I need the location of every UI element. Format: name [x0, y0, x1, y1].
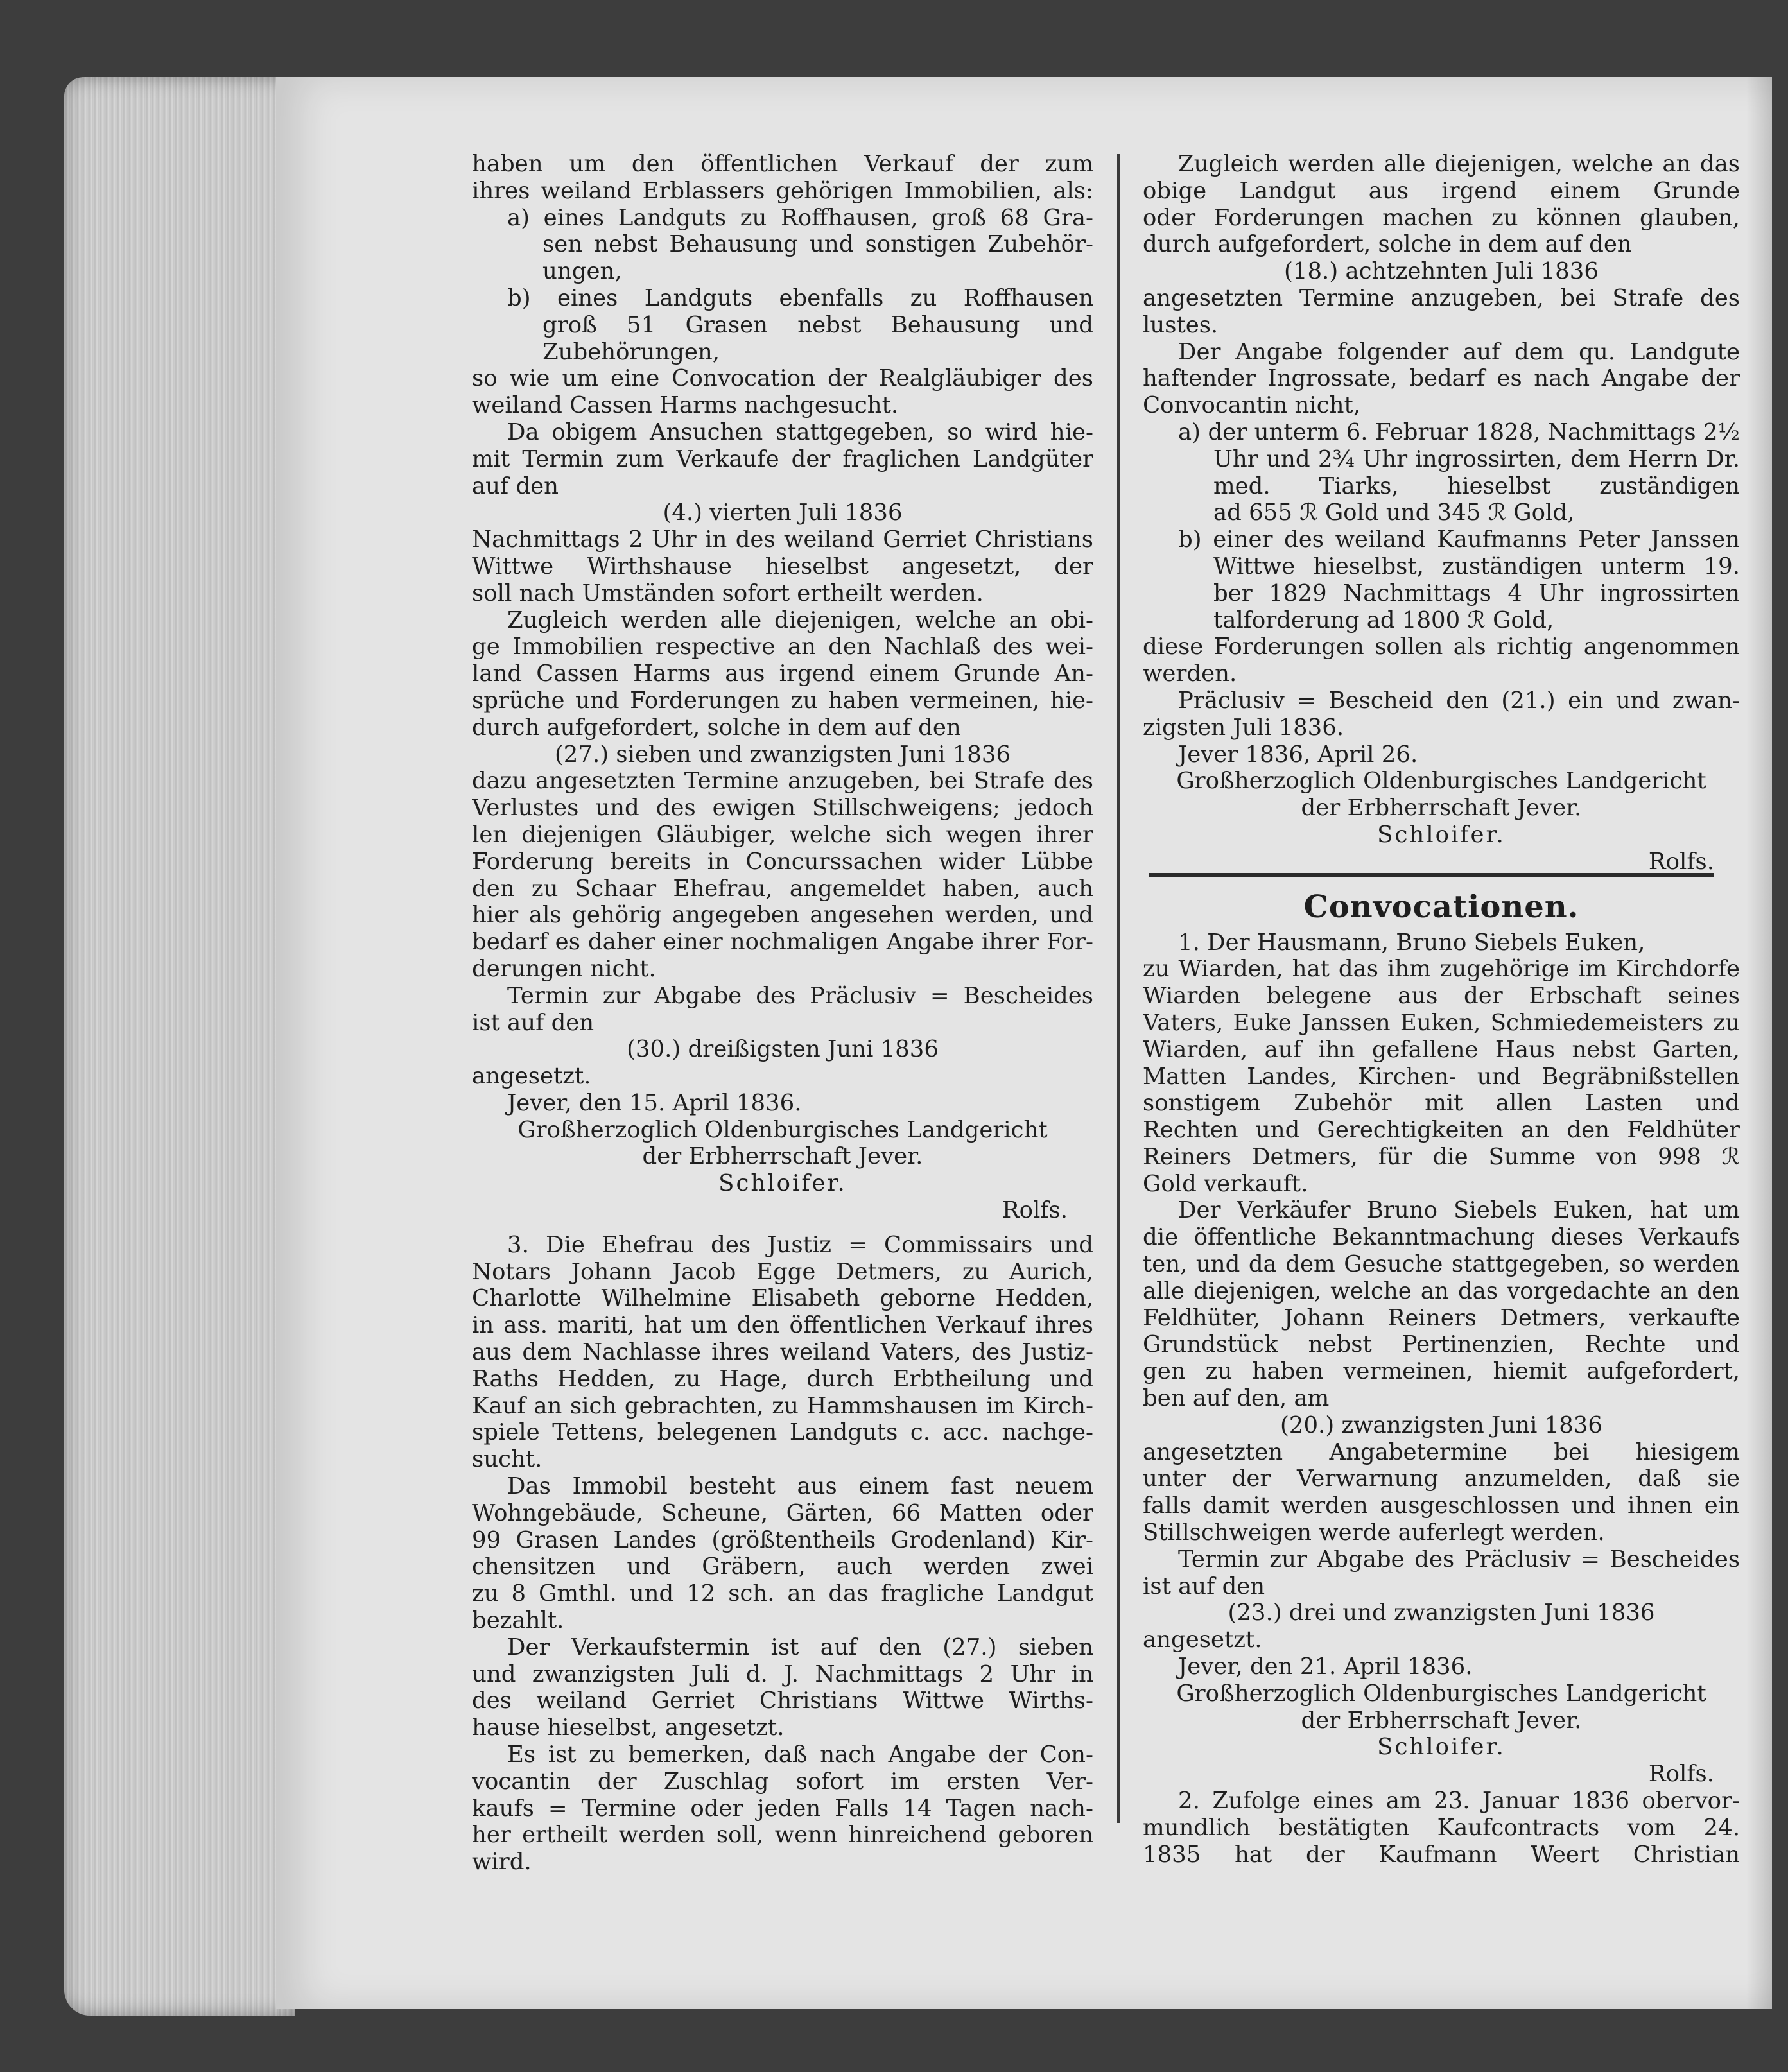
left-column-line: hier als gehörig angegeben angesehen werden, und	[472, 902, 1093, 929]
left-column-line: mit Termin zum Verkaufe der fraglichen Landgüter	[472, 445, 1093, 472]
right-column-line: mundlich bestätigten Kaufcontracts vom 24.	[1143, 1814, 1740, 1841]
right-column-line: Matten Landes, Kirchen- und Begräbnißstellen	[1143, 1063, 1740, 1090]
right-column-line: 1. Der Hausmann, Bruno Siebels Euken,	[1178, 929, 1645, 956]
right-column-line: gen zu haben vermeinen, hiemit aufgefordert,	[1143, 1358, 1740, 1385]
left-column-line: Da obigem Ansuchen stattgegeben, so wird hie-	[507, 419, 1093, 445]
right-column-line: Der Verkäufer Bruno Siebels Euken, hat um	[1178, 1197, 1740, 1224]
right-column-line: Der Angabe folgender auf dem qu. Landgute	[1178, 338, 1740, 365]
left-column-line: b) eines Landguts ebenfalls zu Roffhausen	[507, 284, 1093, 311]
right-column-line: ist auf den	[1143, 1573, 1265, 1600]
right-column-line: der Erbherrschaft Jever.	[1301, 795, 1582, 822]
left-column-line: ge Immobilien respective an den Nachlaß des wei-	[472, 634, 1093, 660]
right-column-line: Rechten und Gerechtigkeiten an den Feldhüter	[1143, 1117, 1740, 1144]
right-column-line: Großherzoglich Oldenburgisches Landgericht	[1176, 768, 1706, 795]
right-column-line: alle diejenigen, welche an das vorgedachte an den	[1143, 1277, 1740, 1304]
left-column-line: Charlotte Wilhelmine Elisabeth geborne Hedden,	[472, 1285, 1093, 1312]
left-column-line: auf den	[472, 472, 559, 499]
right-column-line: talforderung ad 1800 ℛ Gold,	[1213, 607, 1554, 634]
right-column-line: die öffentliche Bekanntmachung dieses Verkaufs	[1143, 1224, 1740, 1251]
right-column-line: falls damit werden ausgeschlossen und ihnen ein	[1143, 1492, 1740, 1519]
left-column-line: so wie um eine Convocation der Realgläubiger des	[472, 365, 1093, 392]
right-column-line: Präclusiv = Bescheid den (21.) ein und zwan-	[1178, 687, 1740, 714]
left-column-line: 99 Grasen Landes (größtentheils Grodenland) Kir-	[472, 1526, 1093, 1553]
right-column-line: zigsten Juli 1836.	[1143, 714, 1344, 741]
left-column-line: a) eines Landguts zu Roffhausen, groß 68 Gra-	[507, 204, 1093, 231]
left-column-line: durch aufgefordert, solche in dem auf den	[472, 714, 961, 741]
left-column-line: Notars Johann Jacob Egge Detmers, zu Aurich,	[472, 1258, 1093, 1285]
right-column-line: Vaters, Euke Janssen Euken, Schmiedemeisters zu	[1143, 1009, 1740, 1036]
right-column-line: der Erbherrschaft Jever.	[1301, 1707, 1582, 1734]
left-column-line: chensitzen und Gräbern, auch werden zwei	[472, 1553, 1093, 1580]
left-column-line: Das Immobil besteht aus einem fast neuem	[507, 1473, 1093, 1500]
right-column-line: diese Forderungen sollen als richtig angenommen	[1143, 634, 1740, 660]
left-column-line: Schloifer.	[718, 1170, 847, 1197]
right-column-line: Jever 1836, April 26.	[1178, 741, 1418, 768]
left-column-line: Großherzoglich Oldenburgisches Landgericht	[517, 1116, 1048, 1143]
left-column-line	[472, 1224, 1093, 1232]
right-column-line: Rolfs.	[1648, 848, 1714, 875]
left-column-line: Verlustes und des ewigen Stillschweigens; jedoch	[472, 795, 1093, 822]
right-column-line: a) der unterm 6. Februar 1828, Nachmittags 2½	[1178, 419, 1740, 445]
left-column-line: Rolfs.	[1002, 1197, 1068, 1224]
left-column-line: und zwanzigsten Juli d. J. Nachmittags 2 Uhr in	[472, 1661, 1093, 1688]
right-column-line: Wiarden, auf ihn gefallene Haus nebst Garten,	[1143, 1036, 1740, 1063]
right-column-line: Schloifer.	[1377, 1734, 1506, 1761]
right-column-line: Uhr und 2¾ Uhr ingrossirten, dem Herrn Dr.	[1213, 445, 1740, 472]
left-column-line: wird.	[472, 1849, 532, 1876]
section-heading: Convocationen.	[1303, 888, 1579, 925]
left-column-line: aus dem Nachlasse ihres weiland Vaters, des Justiz-	[472, 1339, 1093, 1366]
right-column-line: Termin zur Abgabe des Präclusiv = Bescheides	[1178, 1546, 1740, 1573]
left-column-line: Zugleich werden alle diejenigen, welche an obi-	[507, 607, 1093, 634]
left-column-line: Der Verkaufstermin ist auf den (27.) sieben	[507, 1634, 1093, 1661]
left-column-line: hause hieselbst, angesetzt.	[472, 1714, 785, 1741]
book-page-edges	[64, 77, 295, 2016]
left-column-line: len diejenigen Gläubiger, welche sich wegen ihrer	[472, 821, 1093, 848]
left-column-line: ihres weiland Erblassers gehörigen Immobilien, als:	[472, 177, 1093, 204]
left-column-line: dazu angesetzten Termine anzugeben, bei Strafe des	[472, 768, 1093, 795]
left-text-column	[472, 151, 1093, 1876]
right-column-line: Feldhüter, Johann Reiners Detmers, verkaufte	[1143, 1304, 1740, 1331]
left-column-line: (27.) sieben und zwanzigsten Juni 1836	[554, 741, 1011, 768]
left-column-line: Nachmittags 2 Uhr in des weiland Gerriet Christians	[472, 526, 1093, 553]
right-column-line: lustes.	[1143, 311, 1219, 338]
right-text-column	[1143, 151, 1740, 1868]
left-column-line: den zu Schaar Ehefrau, angemeldet haben, auch	[472, 875, 1093, 902]
right-column-line: Schloifer.	[1377, 821, 1506, 848]
right-column-line: Reiners Detmers, für die Summe von 998 ℛ	[1143, 1143, 1740, 1170]
left-column-line: sen nebst Behausung und sonstigen Zubehör-	[542, 231, 1093, 258]
left-column-line: vocantin der Zuschlag sofort im ersten Ver-	[472, 1768, 1093, 1795]
right-column-line: ber 1829 Nachmittags 4 Uhr ingrossirten	[1213, 580, 1740, 607]
column-divider	[1117, 154, 1120, 1823]
left-column-line: Jever, den 15. April 1836.	[507, 1089, 802, 1116]
right-column-line: ten, und da dem Gesuche stattgegeben, so werden	[1143, 1251, 1740, 1278]
right-column-line: Rolfs.	[1648, 1761, 1714, 1788]
left-column-line: Es ist zu bemerken, daß nach Angabe der Con-	[507, 1741, 1093, 1768]
right-column-line: zu Wiarden, hat das ihm zugehörige im Kirchdorfe	[1143, 956, 1740, 983]
left-column-line: Wohngebäude, Scheune, Gärten, 66 Matten oder	[472, 1499, 1093, 1526]
left-column-line: haben um den öffentlichen Verkauf der zum	[472, 151, 1093, 177]
right-column-line: Grundstück nebst Pertinenzien, Rechte und	[1143, 1331, 1740, 1358]
left-column-line: (30.) dreißigsten Juni 1836	[627, 1036, 939, 1063]
right-column-line: durch aufgefordert, solche in dem auf den	[1143, 231, 1632, 258]
left-column-line: bezahlt.	[472, 1607, 564, 1634]
left-column-line: sprüche und Forderungen zu haben vermeinen, hie-	[472, 687, 1093, 714]
left-column-line: zu 8 Gmthl. und 12 sch. an das fragliche Landgut	[472, 1580, 1093, 1607]
left-column-line: Forderung bereits in Concurssachen wider Lübbe	[472, 848, 1093, 875]
right-column-line: werden.	[1143, 660, 1237, 687]
right-column-line: angesetzt.	[1143, 1627, 1262, 1653]
left-column-line: land Cassen Harms aus irgend einem Grunde An-	[472, 660, 1093, 687]
right-column-line: angesetzten Termine anzugeben, bei Strafe des	[1143, 284, 1740, 311]
right-column-line: b) einer des weiland Kaufmanns Peter Janssen	[1178, 526, 1740, 553]
right-column-line: ben auf den, am	[1143, 1385, 1330, 1412]
left-column-line: Kauf an sich gebrachten, zu Hammshausen im Kirch-	[472, 1392, 1093, 1419]
left-column-line: in ass. mariti, hat um den öffentlichen Verkauf ihres	[472, 1312, 1093, 1339]
page-shadow	[1746, 77, 1772, 2009]
right-column-line: Gold verkauft.	[1143, 1170, 1308, 1197]
left-column-line: weiland Cassen Harms nachgesucht.	[472, 392, 899, 419]
left-column-line: der Erbherrschaft Jever.	[642, 1143, 923, 1170]
left-column-line: soll nach Umständen sofort ertheilt werden.	[472, 580, 984, 607]
left-column-line: ungen,	[542, 258, 622, 285]
left-column-line: Wittwe Wirthshause hieselbst angesetzt, der	[472, 553, 1093, 580]
right-column-line: ad 655 ℛ Gold und 345 ℛ Gold,	[1213, 499, 1575, 526]
left-column-line: Raths Hedden, zu Hage, durch Erbtheilung und	[472, 1365, 1093, 1392]
right-column-line: unter der Verwarnung anzumelden, daß sie	[1143, 1465, 1740, 1492]
left-column-line: (4.) vierten Juli 1836	[663, 499, 903, 526]
right-column-line: Großherzoglich Oldenburgisches Landgericht	[1176, 1680, 1706, 1707]
right-column-line: angesetzten Angabetermine bei hiesigem	[1143, 1438, 1740, 1465]
left-column-line: ist auf den	[472, 1009, 595, 1036]
right-column-line	[1143, 876, 1740, 883]
right-column-line: Zugleich werden alle diejenigen, welche an das	[1178, 151, 1740, 177]
right-column-line: sonstigem Zubehör mit allen Lasten und	[1143, 1090, 1740, 1117]
left-column-line: spiele Tettens, belegenen Landguts c. acc. nachge-	[472, 1419, 1093, 1446]
left-column-line: sucht.	[472, 1446, 542, 1473]
right-column-line: Wiarden belegene aus der Erbschaft seines	[1143, 983, 1740, 1010]
left-column-line: her ertheilt werden soll, wenn hinreichend geboren	[472, 1822, 1093, 1849]
right-column-line: haftender Ingrossate, bedarf es nach Angabe der	[1143, 365, 1740, 392]
left-column-line: groß 51 Grasen nebst Behausung und	[542, 311, 1093, 338]
right-column-line: med. Tiarks, hieselbst zuständigen	[1213, 472, 1740, 499]
right-column-line: Jever, den 21. April 1836.	[1178, 1653, 1473, 1680]
right-column-line: (18.) achtzehnten Juli 1836	[1284, 258, 1599, 285]
left-column-line: bedarf es daher einer nochmaligen Angabe ihrer For-	[472, 929, 1093, 956]
right-column-line: Stillschweigen werde auferlegt werden.	[1143, 1519, 1605, 1546]
right-column-line: oder Forderungen machen zu können glauben,	[1143, 204, 1740, 231]
right-column-line: Wittwe hieselbst, zuständigen unterm 19.	[1213, 553, 1740, 580]
left-column-line: kaufs = Termine oder jeden Falls 14 Tagen nach-	[472, 1795, 1093, 1822]
right-column-line: (23.) drei und zwanzigsten Juni 1836	[1228, 1600, 1655, 1627]
right-column-line: 2. Zufolge eines am 23. Januar 1836 obervor-	[1178, 1788, 1740, 1815]
left-column-line: des weiland Gerriet Christians Wittwe Wirths-	[472, 1688, 1093, 1714]
left-column-line: derungen nicht.	[472, 955, 656, 982]
right-column-line: Convocantin nicht,	[1143, 392, 1361, 419]
right-column-line: obige Landgut aus irgend einem Grunde	[1143, 177, 1740, 204]
left-column-line: angesetzt.	[472, 1063, 591, 1090]
right-column-line: (20.) zwanzigsten Juni 1836	[1280, 1412, 1602, 1438]
left-column-line: Termin zur Abgabe des Präclusiv = Bescheides	[507, 982, 1093, 1009]
right-column-line: 1835 hat der Kaufmann Weert Christian	[1143, 1841, 1740, 1868]
left-column-line: 3. Die Ehefrau des Justiz = Commissairs und	[507, 1231, 1093, 1258]
left-column-line: Zubehörungen,	[542, 338, 720, 365]
